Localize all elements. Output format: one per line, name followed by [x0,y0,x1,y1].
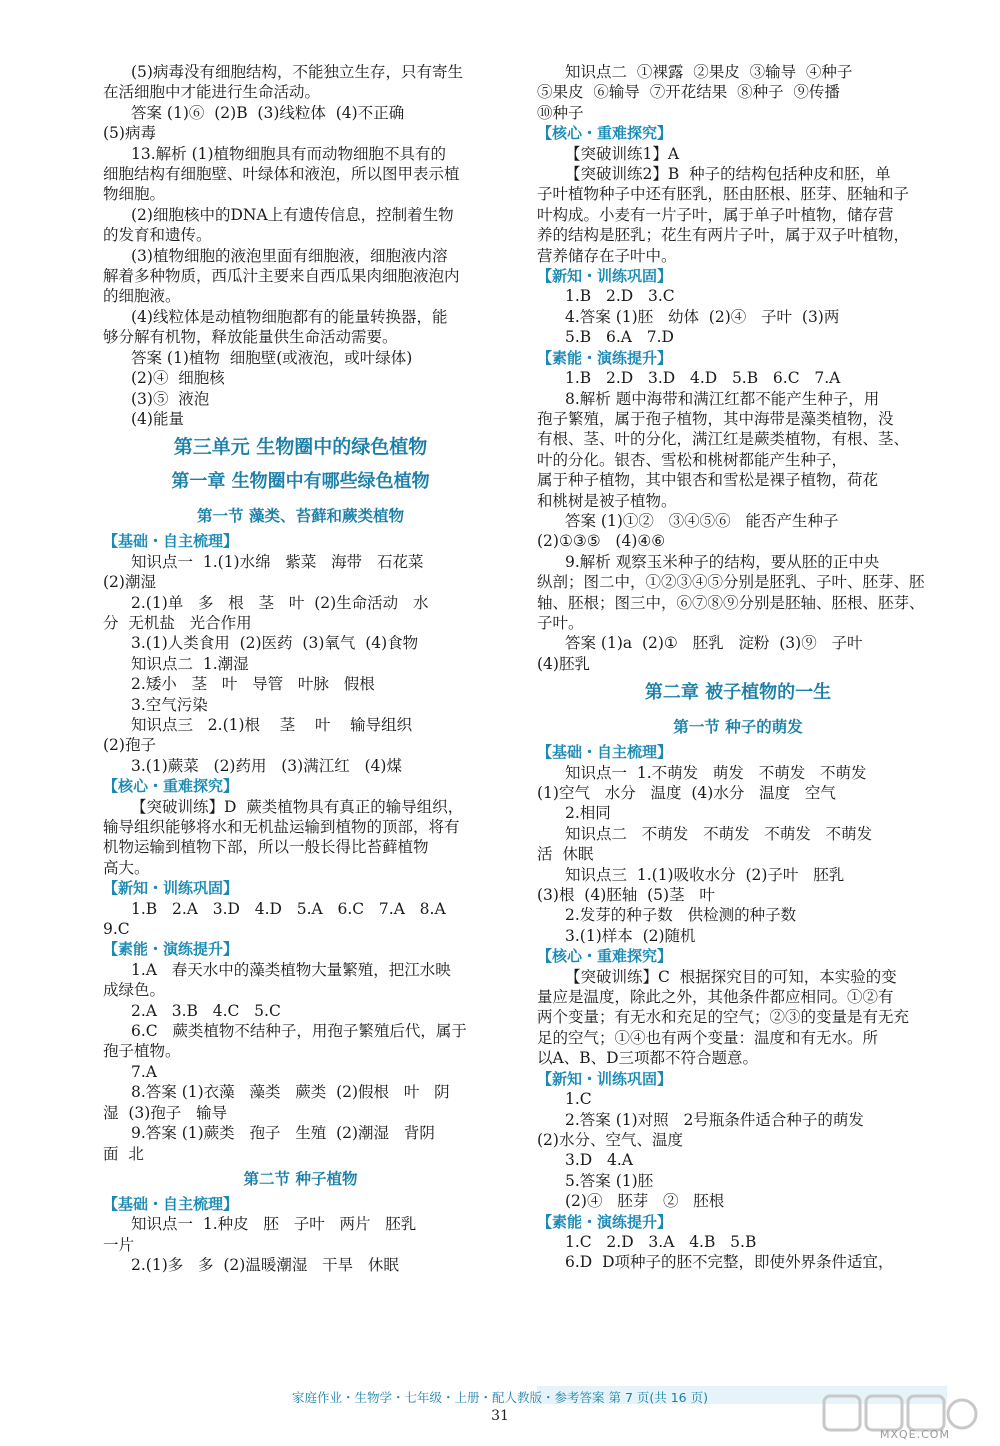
category-tag: 【基础・自主梳理】 [103,532,239,551]
text-line: 纵剖；图二中，①②③④⑤分别是胚乳、子叶、胚芽、胚 [537,573,925,592]
text-line: 养的结构是胚乳；花生有两片子叶，属于双子叶植物， [537,226,910,245]
text-line: (2)孢子 [103,736,156,755]
text-line: (3)植物细胞的液泡里面有细胞液，细胞液内溶 [131,246,448,265]
chapter-heading: 第一章 生物圈中有哪些绿色植物 [171,471,430,493]
text-line: 2.(1)单 多 根 茎 叶 (2)生命活动 水 [131,593,429,612]
text-line: ⑤果皮 ⑥输导 ⑦开花结果 ⑧种子 ⑨传播 [537,83,840,102]
text-line: 细胞结构有细胞壁、叶绿体和液泡，所以图甲表示植 [103,165,460,184]
text-line: 7.A [131,1062,157,1081]
text-line: (4)能量 [131,409,184,428]
text-line: 知识点一 1.种皮 胚 子叶 两片 胚乳 [131,1215,417,1234]
text-line: 在活细胞中才能进行生命活动。 [103,83,321,102]
text-line: (1)空气 水分 温度 (4)水分 温度 空气 [537,784,836,802]
text-line: 知识点一 1.不萌发 萌发 不萌发 不萌发 [565,763,867,782]
text-line: 叶的分化。银杏、雪松和桃树都能产生种子， [537,450,848,469]
text-line: 答案 (1)a (2)① 胚乳 淀粉 (3)⑨ 子叶 [565,634,863,653]
text-line: 的细胞液。 [103,287,181,306]
text-line: 解着多种物质，西瓜汁主要来自西瓜果肉细胞液泡内 [103,267,460,286]
text-line: 知识点三 2.(1)根 茎 叶 输导组织 [131,715,413,734]
text-line: 答案 (1)植物 细胞壁(或液泡，或叶绿体) [131,348,413,367]
text-line: 2.A 3.B 4.C 5.C [131,1001,281,1020]
category-tag: 【基础・自主梳理】 [103,1194,239,1213]
text-line: (5)病毒没有细胞结构，不能独立生存，只有寄生 [131,63,463,81]
left-column [103,62,498,1276]
text-line: 知识点三 1.(1)吸收水分 (2)子叶 胚乳 [565,865,845,884]
text-line: 够分解有机物，释放能量供生命活动需要。 [103,328,398,347]
text-line: 孢子繁殖，属于孢子植物，其中海带是藻类植物，没 [537,409,894,428]
text-line: 量应是温度，除此之外，其他条件都应相同。①②有 [537,988,894,1007]
text-line: 9.C [103,920,130,939]
text-line: 叶构成。小麦有一片子叶，属于单子叶植物，储存营 [537,205,894,224]
page-number: 31 [491,1408,509,1424]
text-line: 1.C [565,1090,592,1109]
unit-heading: 第三单元 生物圈中的绿色植物 [173,436,428,459]
text-line: 13.解析 (1)植物细胞具有而动物细胞不具有的 [131,144,447,163]
text-line: 2.相同 [565,804,611,823]
category-tag: 【核心・重难探究】 [537,947,673,966]
text-line: 足的空气；①④也有两个变量：温度和有无水。所 [537,1028,879,1047]
page-footer: 家庭作业・生物学・七年级・上册・配人教版・参考答案 第 7 页(共 16 页) [292,1390,708,1405]
text-line: 答案 (1)⑥ (2)B (3)线粒体 (4)不正确 [131,103,405,122]
text-line: 分 无机盐 光合作用 [103,613,252,632]
text-line: 子叶植物种子中还有胚乳，胚由胚根、胚芽、胚轴和子 [537,185,910,204]
category-tag: 【核心・重难探究】 [103,777,239,796]
text-line: 【突破训练】C 根据探究目的可知，本实验的变 [565,967,897,986]
text-line: 3.(1)人类食用 (2)医药 (3)氧气 (4)食物 [131,634,419,653]
category-tag: 【新知・训练巩固】 [537,267,673,286]
text-line: 以A、B、D三项都不符合题意。 [537,1049,759,1068]
text-line: 9.答案 (1)蕨类 孢子 生殖 (2)潮湿 背阴 [131,1124,435,1143]
text-line: (3)根 (4)胚轴 (5)茎 叶 [537,886,715,905]
text-line: 3.空气污染 [131,695,208,714]
category-tag: 【基础・自主梳理】 [537,743,673,762]
watermark-url: MXQE.COM [880,1428,950,1441]
text-line: 3.D 4.A [565,1151,633,1170]
text-line: (2)细胞核中的DNA上有遗传信息，控制着生物 [131,205,454,224]
section-heading: 第一节 藻类、苔藓和蕨类植物 [197,507,404,526]
text-line: 3.(1)蕨菜 (2)药用 (3)满江红 (4)煤 [131,756,402,775]
text-line: 知识点二 1.潮湿 [131,654,249,673]
text-line: 1.C 2.D 3.A 4.B 5.B [565,1232,757,1251]
text-line: 【突破训练】D 蕨类植物具有真正的输导组织， [131,797,464,816]
text-line: 的发育和遗传。 [103,226,212,245]
text-line: 孢子植物。 [103,1042,181,1061]
category-tag: 【素能・演练提升】 [537,1212,673,1231]
text-line: (5)病毒 [103,124,156,143]
text-line: 成绿色。 [103,981,166,1000]
text-line: 2.矮小 茎 叶 导管 叶脉 假根 [131,675,375,694]
text-line: (2)④ 胚芽 ② 胚根 [565,1192,725,1211]
category-tag: 【素能・演练提升】 [103,940,239,959]
text-line: 2.答案 (1)对照 2号瓶条件适合种子的萌发 [565,1110,864,1129]
text-line: 知识点二 ①裸露 ②果皮 ③输导 ④种子 [565,63,853,81]
text-line: ⑩种子 [537,103,584,122]
text-line: (2)①③⑤ (4)④⑥ [537,532,666,551]
text-line: (2)水分、空气、温度 [537,1130,683,1149]
text-line: 8.答案 (1)衣藻 藻类 蕨类 (2)假根 叶 阴 [131,1083,450,1102]
text-line: 子叶。 [537,613,584,632]
text-line: 知识点二 不萌发 不萌发 不萌发 不萌发 [565,824,873,843]
text-line: (4)线粒体是动植物细胞都有的能量转换器，能 [131,307,448,326]
text-line: 5.B 6.A 7.D [565,328,674,347]
text-line: 1.B 2.A 3.D 4.D 5.A 6.C 7.A 8.A [131,899,446,918]
category-tag: 【素能・演练提升】 [537,348,673,367]
category-tag: 【新知・训练巩固】 [103,879,239,898]
text-line: (2)④ 细胞核 [131,369,225,388]
text-line: 知识点一 1.(1)水绵 紫菜 海带 石花菜 [131,552,424,571]
right-column [537,62,939,1273]
text-line: 湿 (3)孢子 输导 [103,1103,228,1122]
text-line: 有根、茎、叶的分化，满江红是蕨类植物，有根、茎、 [537,430,910,449]
text-line: (2)潮湿 [103,573,156,592]
section-heading: 第一节 种子的萌发 [673,718,803,737]
text-line: 营养储存在子叶中。 [537,246,677,265]
text-line: 活 休眠 [537,845,594,864]
text-line: 答案 (1)①② ③④⑤⑥ 能否产生种子 [565,511,839,530]
text-line: 输导组织能够将水和无机盐运输到植物的顶部，将有 [103,818,460,836]
text-line: 1.B 2.D 3.D 4.D 5.B 6.C 7.A [565,369,841,388]
text-line: 5.答案 (1)胚 [565,1171,654,1190]
chapter-heading: 第二章 被子植物的一生 [644,682,832,704]
text-line: 6.C 蕨类植物不结种子，用孢子繁殖后代，属于 [131,1022,467,1041]
text-line: 6.D D项种子的胚不完整，即使外界条件适宜， [565,1253,894,1272]
text-line: 【突破训练2】B 种子的结构包括种皮和胚，单 [565,165,891,184]
text-line: 机物运输到植物下部，所以一般长得比苔藓植物 [103,838,429,857]
category-tag: 【新知・训练巩固】 [537,1069,673,1088]
text-line: 2.发芽的种子数 供检测的种子数 [565,906,797,925]
text-line: 3.(1)样本 (2)随机 [565,926,696,945]
text-line: (4)胚乳 [537,654,590,673]
text-line: 和桃树是被子植物。 [537,491,677,510]
text-line: 【突破训练1】A [565,144,680,163]
text-line: 轴、胚根；图三中，⑥⑦⑧⑨分别是胚轴、胚根、胚芽、 [537,593,925,612]
text-line: 面 北 [103,1144,144,1163]
section-heading: 第二节 种子植物 [243,1169,358,1188]
text-line: 一片 [103,1235,135,1254]
text-line: 1.A 春天水中的藻类植物大量繁殖，把江水映 [131,960,451,979]
text-line: 属于种子植物，其中银杏和雪松是裸子植物，荷花 [537,471,879,490]
text-line: 2.(1)多 多 (2)温暖潮湿 干旱 休眠 [131,1256,399,1275]
text-line: 9.解析 观察玉米种子的结构，要从胚的正中央 [565,552,880,571]
text-line: 4.答案 (1)胚 幼体 (2)④ 子叶 (3)两 [565,307,840,326]
text-line: 8.解析 题中海带和满江红都不能产生种子，用 [565,389,880,408]
text-line: 物细胞。 [103,185,166,204]
text-line: 高大。 [103,858,150,877]
text-line: 1.B 2.D 3.C [565,287,675,306]
category-tag: 【核心・重难探究】 [537,124,673,143]
text-line: (3)⑤ 液泡 [131,389,210,408]
text-line: 两个变量；有无水和充足的空气；②③的变量是有无充 [537,1008,910,1027]
